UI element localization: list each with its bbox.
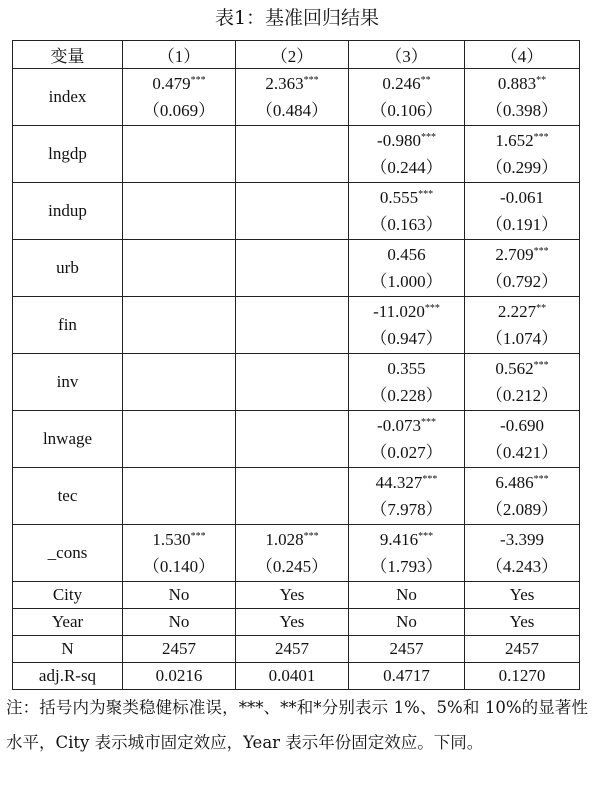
table-row: [13, 297, 580, 354]
significance-stars: ***: [533, 246, 549, 257]
standard-error: （4.243）: [485, 557, 559, 576]
coefficient: 0.246: [382, 74, 421, 93]
estimate-cell: [123, 183, 236, 240]
estimate-cell: [465, 468, 580, 525]
summary-row: [13, 663, 580, 690]
significance-stars: ***: [422, 474, 438, 485]
summary-value: 2457: [349, 636, 465, 663]
coefficient: 0.555: [379, 188, 419, 207]
significance-stars: ***: [303, 531, 319, 542]
standard-error: （0.106）: [370, 101, 443, 120]
summary-value: No: [123, 582, 236, 609]
estimate-cell: [123, 411, 236, 468]
standard-error: [236, 439, 348, 466]
standard-error: （0.245）: [255, 557, 329, 576]
standard-error: （0.212）: [485, 386, 559, 405]
standard-error: [236, 325, 348, 352]
table-row: [13, 354, 580, 411]
standard-error: [236, 154, 348, 181]
standard-error: （0.244）: [370, 158, 443, 177]
summary-row: [13, 582, 580, 609]
estimate-cell: [465, 69, 580, 126]
significance-stars: ***: [533, 360, 549, 371]
estimate-cell: [236, 126, 349, 183]
estimate-cell: [123, 525, 236, 582]
coefficient: 2.363: [265, 74, 304, 93]
estimate-cell: [349, 69, 465, 126]
estimate-cell: [236, 183, 349, 240]
coefficient: 0.355: [387, 359, 426, 378]
summary-value: 0.0216: [123, 663, 236, 690]
coefficient: 2.227: [497, 302, 537, 321]
significance-stars: ***: [190, 531, 206, 542]
coefficient: 0.456: [387, 245, 426, 264]
summary-value: 2457: [465, 636, 580, 663]
summary-value: No: [349, 609, 465, 636]
coefficient: -0.690: [500, 416, 544, 435]
variable-name: indup: [13, 183, 123, 240]
coefficient: 2.709: [495, 245, 534, 264]
estimate-cell: [349, 411, 465, 468]
standard-error: [123, 268, 235, 295]
summary-value: Yes: [236, 609, 349, 636]
significance-stars: **: [420, 75, 431, 86]
estimate-cell: [465, 525, 580, 582]
estimate-cell: [236, 468, 349, 525]
coefficient: 0.479: [152, 74, 191, 93]
estimate-cell: [465, 354, 580, 411]
significance-stars: **: [536, 75, 547, 86]
standard-error: （7.978）: [370, 500, 443, 519]
standard-error: [123, 211, 235, 238]
standard-error: （0.299）: [485, 158, 559, 177]
standard-error: [236, 268, 348, 295]
table-row: [13, 525, 580, 582]
coefficient: 1.028: [265, 530, 304, 549]
estimate-cell: [236, 354, 349, 411]
summary-row: [13, 609, 580, 636]
coefficient: 0.562: [495, 359, 534, 378]
estimate-cell: [349, 297, 465, 354]
header-variable: 变量: [13, 41, 123, 69]
estimate-cell: [465, 411, 580, 468]
standard-error: （2.089）: [485, 500, 559, 519]
estimate-cell: [123, 69, 236, 126]
coefficient: 1.652: [495, 131, 534, 150]
variable-name: index: [13, 69, 123, 126]
significance-stars: ***: [533, 474, 549, 485]
table-title: 表1：基准回归结果: [214, 7, 380, 29]
coefficient: 44.327: [375, 473, 423, 492]
significance-stars: ***: [418, 531, 434, 542]
estimate-cell: [123, 126, 236, 183]
summary-value: 0.4717: [349, 663, 465, 690]
coefficient: 9.416: [379, 530, 419, 549]
estimate-cell: [349, 240, 465, 297]
standard-error: （0.228）: [370, 386, 443, 405]
summary-value: No: [349, 582, 465, 609]
coefficient: 0.883: [497, 74, 537, 93]
estimate-cell: [465, 183, 580, 240]
significance-stars: **: [536, 303, 547, 314]
table-row: [13, 126, 580, 183]
estimate-cell: [236, 525, 349, 582]
summary-value: Yes: [465, 609, 580, 636]
standard-error: [236, 496, 348, 523]
standard-error: （0.163）: [370, 215, 443, 234]
regression-table: [12, 40, 580, 690]
summary-row: [13, 636, 580, 663]
significance-stars: ***: [420, 417, 436, 428]
standard-error: [236, 382, 348, 409]
estimate-cell: [123, 297, 236, 354]
variable-name: _cons: [13, 525, 123, 582]
coefficient: -3.399: [500, 530, 544, 549]
standard-error: （0.140）: [142, 557, 216, 576]
table-row: [13, 468, 580, 525]
standard-error: [123, 325, 235, 352]
estimate-cell: [465, 297, 580, 354]
summary-value: 0.1270: [465, 663, 580, 690]
estimate-cell: [349, 468, 465, 525]
table-row: [13, 411, 580, 468]
summary-value: Yes: [465, 582, 580, 609]
standard-error: （0.947）: [370, 329, 443, 348]
variable-name: lnwage: [13, 411, 123, 468]
variable-name: urb: [13, 240, 123, 297]
significance-stars: ***: [418, 189, 434, 200]
standard-error: （1.793）: [370, 557, 443, 576]
estimate-cell: [465, 126, 580, 183]
summary-value: Yes: [236, 582, 349, 609]
standard-error: （0.069）: [142, 101, 216, 120]
summary-label: City: [13, 582, 123, 609]
standard-error: （1.000）: [370, 272, 443, 291]
table-row: [13, 183, 580, 240]
summary-label: N: [13, 636, 123, 663]
variable-name: inv: [13, 354, 123, 411]
summary-label: adj.R-sq: [13, 663, 123, 690]
estimate-cell: [349, 126, 465, 183]
estimate-cell: [349, 183, 465, 240]
significance-stars: ***: [533, 132, 549, 143]
summary-label: Year: [13, 609, 123, 636]
estimate-cell: [349, 525, 465, 582]
summary-value: No: [123, 609, 236, 636]
coefficient: 1.530: [152, 530, 191, 549]
standard-error: （0.421）: [485, 443, 559, 462]
estimate-cell: [349, 354, 465, 411]
coefficient: -0.061: [500, 188, 544, 207]
standard-error: （1.074）: [485, 329, 559, 348]
estimate-cell: [123, 240, 236, 297]
header-column: （4）: [465, 41, 580, 69]
significance-stars: ***: [420, 132, 436, 143]
estimate-cell: [236, 69, 349, 126]
header-column: （3）: [349, 41, 465, 69]
significance-stars: ***: [303, 75, 319, 86]
estimate-cell: [236, 411, 349, 468]
standard-error: （0.484）: [255, 101, 329, 120]
standard-error: [123, 154, 235, 181]
summary-value: 2457: [123, 636, 236, 663]
coefficient: 6.486: [495, 473, 534, 492]
summary-value: 0.0401: [236, 663, 349, 690]
table-row: [13, 240, 580, 297]
coefficient: -0.073: [377, 416, 421, 435]
standard-error: （0.027）: [370, 443, 443, 462]
header-column: （2）: [236, 41, 349, 69]
header-column: （1）: [123, 41, 236, 69]
standard-error: （0.398）: [485, 101, 559, 120]
standard-error: [123, 496, 235, 523]
standard-error: （0.191）: [485, 215, 559, 234]
standard-error: （0.792）: [485, 272, 559, 291]
significance-stars: ***: [424, 303, 440, 314]
estimate-cell: [123, 354, 236, 411]
coefficient: -0.980: [377, 131, 421, 150]
estimate-cell: [236, 297, 349, 354]
table-note: 注：括号内为聚类稳健标准误，***、**和*分别表示 1%、5%和 10%的显著性水平，City 表示城市固定效应，Year 表示年份固定效应。下同。: [6, 698, 588, 752]
variable-name: tec: [13, 468, 123, 525]
summary-value: 2457: [236, 636, 349, 663]
standard-error: [123, 382, 235, 409]
estimate-cell: [236, 240, 349, 297]
variable-name: lngdp: [13, 126, 123, 183]
table-row: [13, 69, 580, 126]
estimate-cell: [123, 468, 236, 525]
header-row: [13, 41, 580, 69]
standard-error: [123, 439, 235, 466]
standard-error: [236, 211, 348, 238]
variable-name: fin: [13, 297, 123, 354]
significance-stars: ***: [190, 75, 206, 86]
estimate-cell: [465, 240, 580, 297]
coefficient: -11.020: [373, 302, 425, 321]
